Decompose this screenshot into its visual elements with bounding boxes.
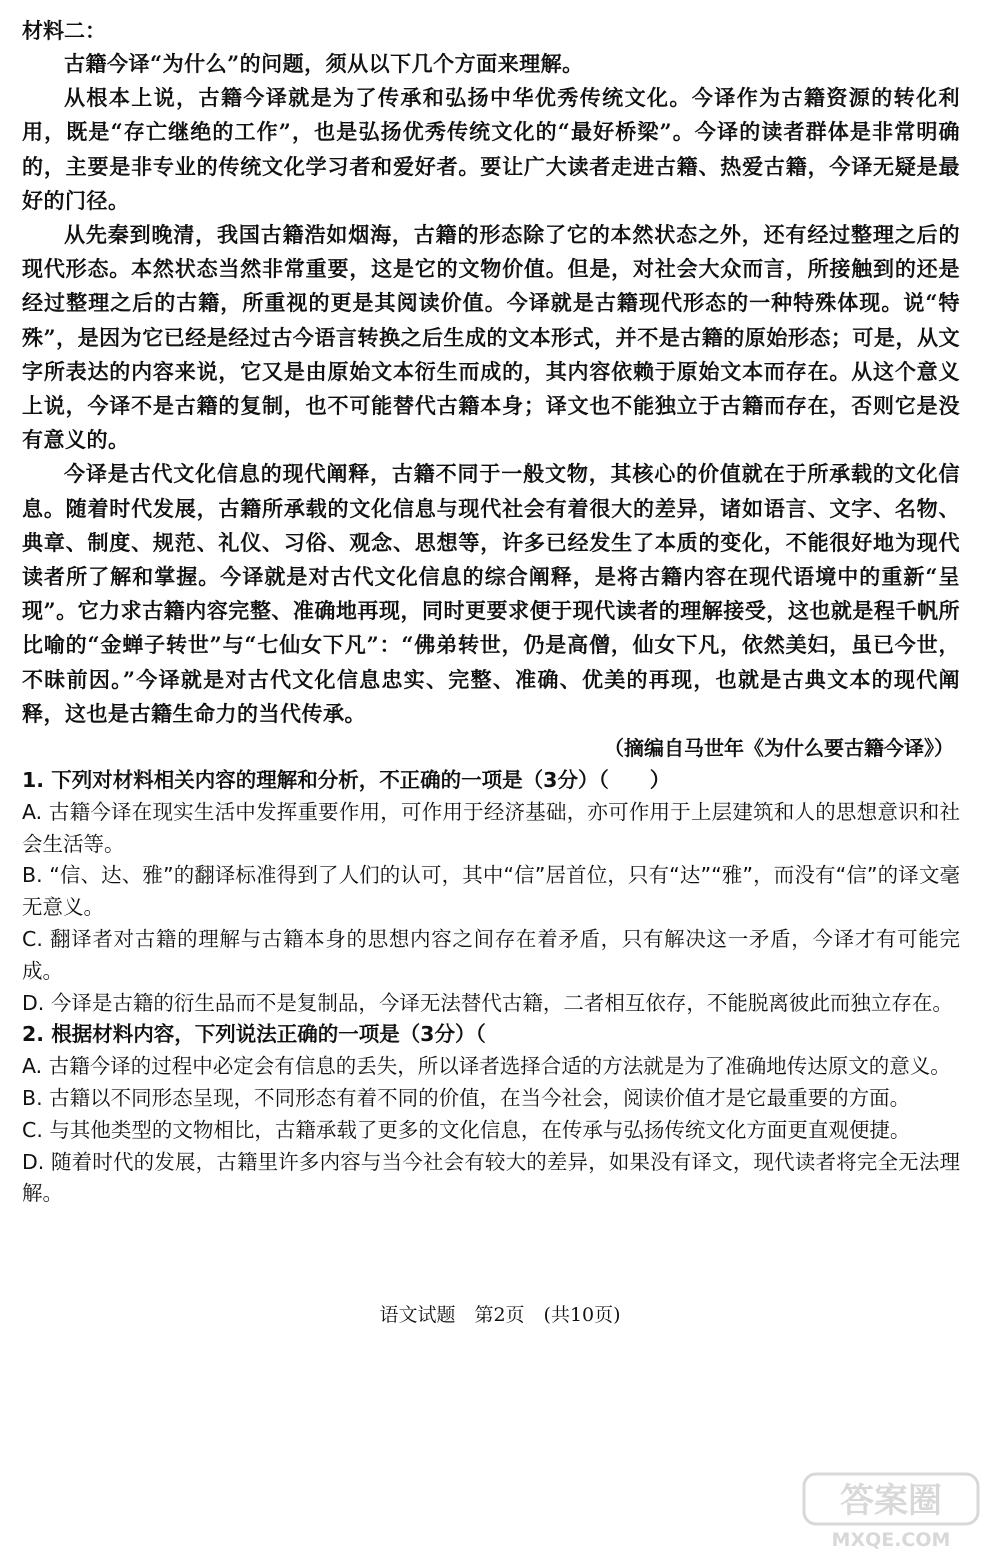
- question-stem: 1. 下列对材料相关内容的理解和分析，不正确的一项是（3分）（ ）: [22, 768, 671, 793]
- svg-text:MXQE.COM: MXQE.COM: [831, 1529, 951, 1550]
- option-b: B. “信、达、雅”的翻译标准得到了人们的认可，其中“信”居首位，只有“达”“雅”，而没有“信”的译文毫无意义。: [22, 863, 960, 920]
- watermark-logo-icon: [802, 1472, 980, 1550]
- option-c: C. 翻译者对古籍的理解与古籍本身的思想内容之间存在着矛盾，只有解决这一矛盾，今译才有可能完成。: [22, 927, 960, 983]
- question-1: [22, 765, 960, 1019]
- option-c: C. 与其他类型的文物相比，古籍承载了更多的文化信息，在传承与弘扬传统文化方面更直观便捷。: [22, 1117, 911, 1142]
- question-stem: 2. 根据材料内容，下列说法正确的一项是（3分）（: [22, 1022, 486, 1047]
- passage-paragraph: 从先秦到晚清，我国古籍浩如烟海，古籍的形态除了它的本然状态之外，还有经过整理之后的现代形态。本然状态当然非常重要，这是它的文物价值。但是，对社会大众而言，所接触到的还是经过整理之后的古籍，所重视的更是其阅读价值。今译就是古籍现代形态的一种特殊体现。说“特殊”，是因为它已经是经过古今语言转换之后生成的文本形式，并不是古籍的原始形态；可是，从文字所表达的内容来说，它又是由原始文本衍生而成的，其内容依赖于原始文本而存在。从这个意义上说，今译不是古籍的复制，也不可能替代古籍本身；译文也不能独立于古籍而存在，否则它是没有意义的。: [22, 222, 960, 453]
- passage-paragraph: 今译是古代文化信息的现代阐释，古籍不同于一般文物，其核心的价值就在于所承载的文化信息。随着时代发展，古籍所承载的文化信息与现代社会有着很大的差异，诸如语言、文字、名物、典章、制度、规范、礼仪、习俗、观念、思想等，许多已经发生了本质的变化，不能很好地为现代读者所了解和掌握。今译就是对古代文化信息的综合阐释，是将古籍内容在现代语境中的重新“呈现”。它力求古籍内容完整、准确地再现，同时更要求便于现代读者的理解接受，这也就是程千帆所比喻的“金蝉子转世”与“七仙女下凡”：“佛弟转世，仍是高僧，仙女下凡，依然美妇，虽已今世，不昧前因。”今译就是对古代文化信息忠实、完整、准确、优美的再现，也就是古典文本的现代阐释，这也是古籍生命力的当代传承。: [22, 461, 960, 726]
- option-a: A. 古籍今译在现实生活中发挥重要作用，可作用于经济基础，亦可作用于上层建筑和人的思想意识和社会生活等。: [22, 799, 960, 856]
- passage-paragraph: 从根本上说，古籍今译就是为了传承和弘扬中华优秀传统文化。今译作为古籍资源的转化利用，既是“存亡继绝的工作”，也是弘扬优秀传统文化的“最好桥梁”。今译的读者群体是非常明确的，主要是非专业的传统文化学习者和爱好者。要让广大读者走进古籍、热爱古籍，今译无疑是最好的门径。: [22, 85, 960, 213]
- option-a: A. 古籍今译的过程中必定会有信息的丢失，所以译者选择合适的方法就是为了准确地传达原文的意义。: [22, 1054, 951, 1079]
- material-heading: 材料二：: [22, 18, 106, 43]
- option-d: D. 今译是古籍的衍生品而不是复制品，今译无法替代古籍，二者相互依存，不能脱离彼此而独立存在。: [22, 990, 953, 1015]
- svg-text:答案圈: 答案圈: [840, 1481, 942, 1521]
- page-footer: 语文试题 第2页 (共10页): [379, 1304, 621, 1326]
- passage-paragraph: 古籍今译“为什么”的问题，须从以下几个方面来理解。: [64, 51, 584, 76]
- reading-passage: [22, 47, 960, 731]
- option-d: D. 随着时代的发展，古籍里许多内容与当今社会有较大的差异，如果没有译文，现代读者将完全无法理解。: [22, 1149, 960, 1206]
- option-b: B. 古籍以不同形态呈现，不同形态有着不同的价值，在当今社会，阅读价值才是它最重要的方面。: [22, 1086, 911, 1111]
- question-2: [22, 1019, 960, 1210]
- watermark-logo: [802, 1472, 980, 1550]
- source-citation: （摘编自马世年《为什么要古籍今译》）: [604, 736, 954, 761]
